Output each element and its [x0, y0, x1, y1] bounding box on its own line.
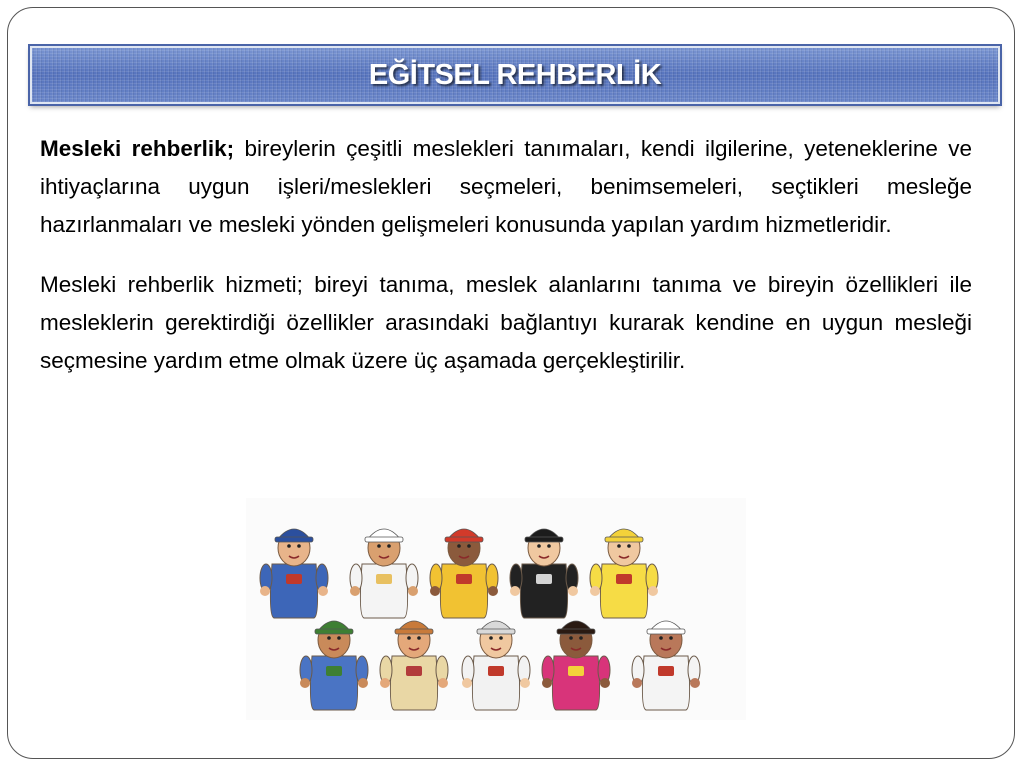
paragraph-definition	[40, 130, 972, 244]
puppet-firefighter	[430, 529, 498, 618]
puppet-businesswoman	[542, 621, 610, 710]
occupation-puppets-image	[246, 498, 746, 720]
bold-term: Mesleki rehberlik;	[40, 136, 235, 161]
puppet-doctor	[462, 621, 530, 710]
definition-text: bireylerin çeşitli meslekleri tanımaları, kendi ilgilerine, yeteneklerine ve ihtiyaçlarına uygun işleri/meslekleri seçmeleri, benimsemeleri, seçtikleri mesleğe hazırlanmaları ve mesleki yönden gelişmeleri konusunda yapılan yardım hizmetleridir.	[40, 136, 972, 237]
slide-title: EĞİTSEL REHBERLİK	[368, 58, 662, 91]
title-banner	[30, 46, 1000, 104]
slide-body	[40, 130, 972, 402]
puppet-construction-worker	[380, 621, 448, 710]
puppet-farmer	[300, 621, 368, 710]
puppet-nurse	[632, 621, 700, 710]
puppet-chef	[350, 529, 418, 618]
paragraph-service: Mesleki rehberlik hizmeti; bireyi tanıma, meslek alanlarını tanıma ve bireyin özellikleri ile mesleklerin gerektirdiği özellikler arasındaki bağlantıyı kurarak kendine en uygun mesleği seçmesine yardım etme olmak üzere üç aşamada gerçekleştirilir.	[40, 272, 972, 373]
puppet-postal-worker	[260, 529, 328, 618]
puppet-police-officer	[510, 529, 578, 618]
puppet-crossing-guard	[590, 529, 658, 618]
